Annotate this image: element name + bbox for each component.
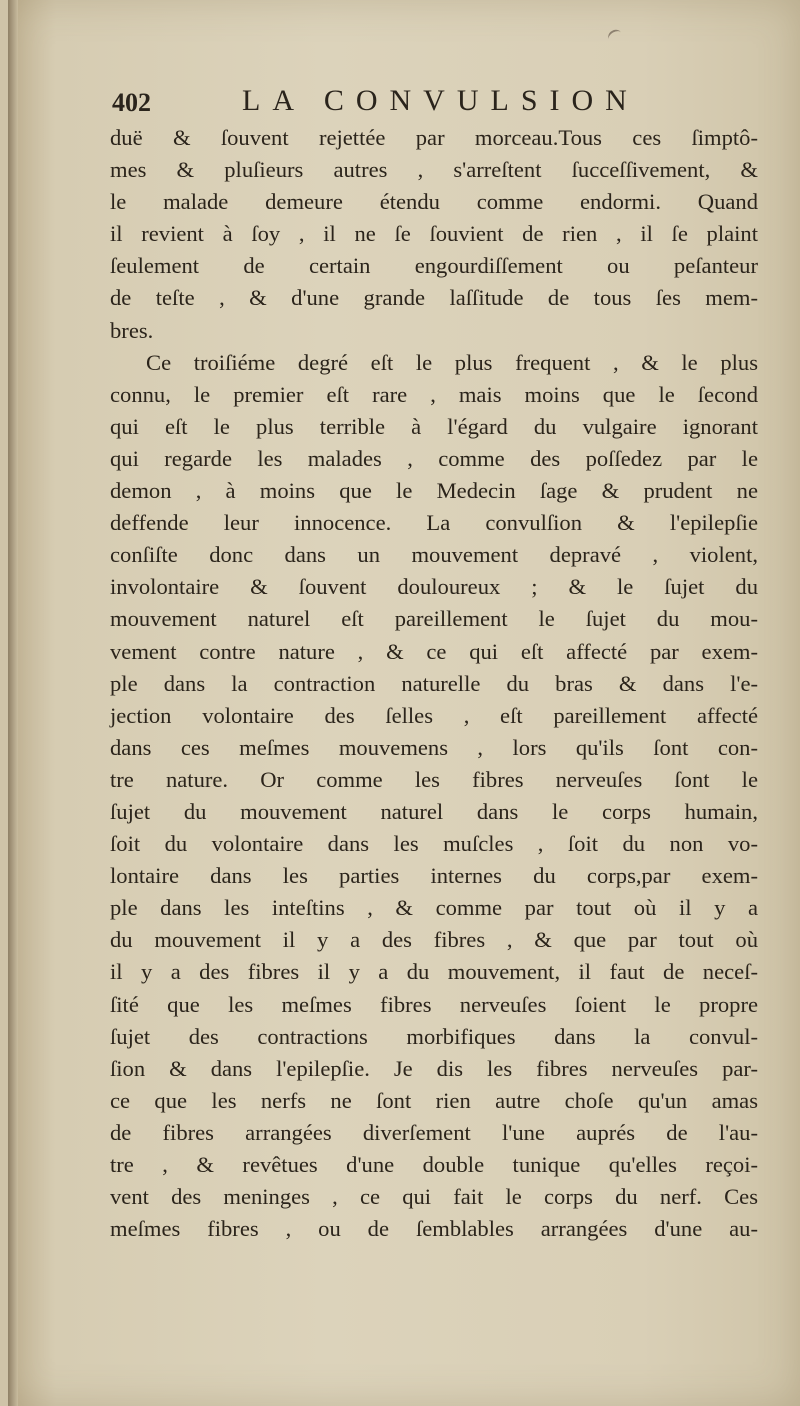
text-line: ſujet des contractions morbifiques dans la convul- [110,1023,758,1049]
text-line: meſmes fibres , ou de ſemblables arrangées d'une au- [110,1216,758,1242]
text-line: ſeulement de certain engourdiſſement ou peſanteur [110,253,758,279]
text-line: deffende leur innocence. La convulſion & l'epilepſie [110,510,758,536]
page-number: 402 [112,88,151,117]
text-line: connu, le premier eſt rare , mais moins que le ſecond [110,381,758,407]
text-line: de fibres arrangées diverſement l'une auprés de l'au- [110,1119,758,1145]
text-line: lontaire dans les parties internes du corps,par exem- [110,863,758,889]
text-line: qui regarde les malades , comme des poſſedez par le [110,445,758,471]
text-line: vement contre nature , & ce qui eſt affecté par exem- [110,638,758,664]
text-line: ple dans les inteſtins , & comme par tout où il y a [110,895,758,921]
paper-mark [606,27,624,44]
page-gutter-shadow [8,0,18,1406]
text-line: ſoit du volontaire dans les muſcles , ſoit du non vo- [110,831,758,857]
text-line: vent des meninges , ce qui fait le corps du nerf. Ces [110,1184,758,1210]
running-title: LA CONVULSION [242,84,639,117]
text-line: demon , à moins que le Medecin ſage & prudent ne [110,478,758,504]
text-line: Ce troiſiéme degré eſt le plus frequent , & le plus [146,349,758,375]
page-header [112,84,752,124]
text-line: involontaire & ſouvent douloureux ; & le ſujet du [110,574,758,600]
text-line: du mouvement il y a des fibres , & que par tout où [110,927,758,953]
book-page [8,0,800,1406]
text-line: mes & pluſieurs autres , s'arreſtent ſucceſſivement, & [110,157,758,183]
text-line: mouvement naturel eſt pareillement le ſujet du mou- [110,606,758,632]
text-line: tre , & revêtues d'une double tunique qu'elles reçoi- [110,1152,758,1177]
body-text [110,122,758,1245]
text-line: jection volontaire des ſelles , eſt pareillement affecté [110,702,758,728]
text-line: tre nature. Or comme les fibres nerveuſes ſont le [110,766,758,792]
text-line: ſujet du mouvement naturel dans le corps humain, [110,798,758,824]
text-line: de teſte , & d'une grande laſſitude de tous ſes mem- [110,285,758,311]
text-line: ſion & dans l'epilepſie. Je dis les fibres nerveuſes par- [110,1055,758,1081]
text-line: le malade demeure étendu comme endormi. Quand [110,189,758,215]
text-line: il y a des fibres il y a du mouvement, il faut de neceſ- [110,959,758,985]
text-line: ce que les nerfs ne ſont rien autre choſe qu'un amas [110,1087,758,1113]
text-line: bres. [110,317,154,343]
text-line: il revient à ſoy , il ne ſe ſouvient de rien , il ſe plaint [110,221,758,247]
text-line: duë & ſouvent rejettée par morceau.Tous ces ſimptô- [110,125,758,150]
text-line: ple dans la contraction naturelle du bras & dans l'e- [110,670,758,696]
text-line: ſité que les meſmes fibres nerveuſes ſoient le propre [110,991,758,1017]
text-line: dans ces meſmes mouvemens , lors qu'ils ſont con- [110,734,758,760]
text-line: conſiſte donc dans un mouvement depravé , violent, [110,542,758,568]
text-line: qui eſt le plus terrible à l'égard du vulgaire ignorant [110,413,758,439]
